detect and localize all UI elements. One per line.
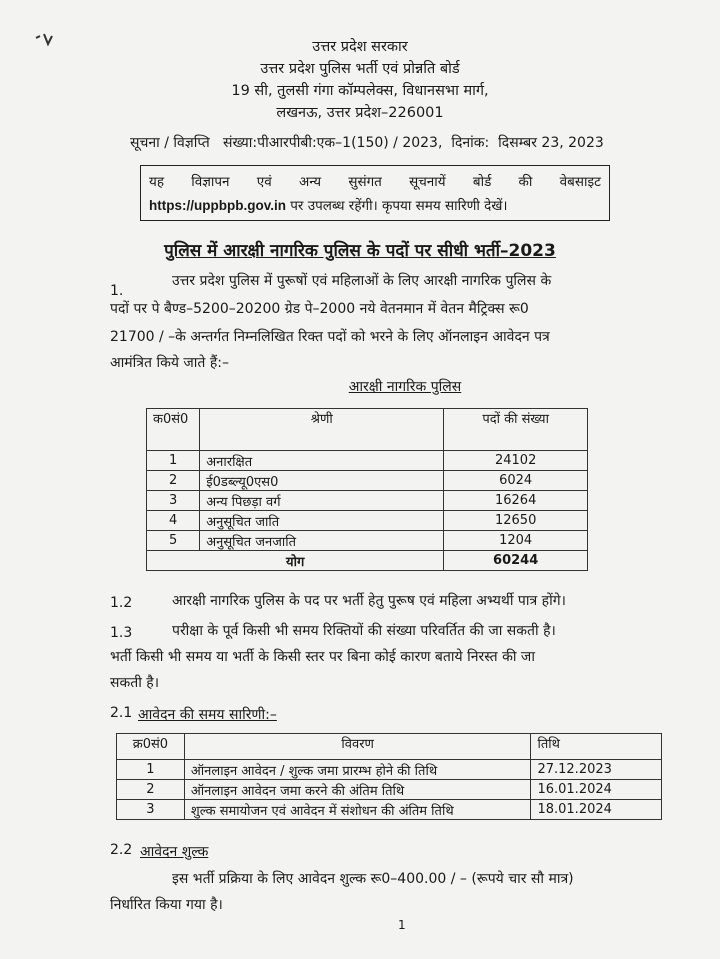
box-word: की	[518, 174, 533, 190]
table-row	[117, 800, 662, 820]
para-1-line-3: 21700 / –के अन्तर्गत निम्नलिखित रिक्त पदों को भरने के लिए ऑनलाइन आवेदन पत्र	[110, 329, 550, 345]
schedule-table-body	[117, 760, 662, 820]
row-serial: 3	[117, 800, 185, 820]
total-label: योग	[147, 551, 444, 571]
schedule-table	[116, 733, 662, 820]
box-word: अन्य	[298, 174, 322, 190]
para-1-line-4: आमंत्रित किये जाते हैं:–	[110, 355, 230, 371]
row-serial: 3	[147, 491, 200, 511]
para-1-num: 1.	[110, 283, 124, 299]
box-word: वेबसाइट	[559, 174, 601, 190]
box-line-2	[149, 194, 601, 218]
website-notice-box	[140, 165, 610, 221]
row-serial: 4	[147, 511, 200, 531]
row-category: अनुसूचित जनजाति	[200, 531, 444, 551]
row-date: 16.01.2024	[531, 780, 662, 800]
notice-date: दिसम्बर 23, 2023	[498, 135, 604, 151]
box-word: बोर्ड	[472, 174, 492, 190]
table-row	[117, 760, 662, 780]
section-2-2-line-2: निर्धारित किया गया है।	[110, 897, 223, 913]
row-serial: 5	[147, 531, 200, 551]
row-category: ई0डब्ल्यू0एस0	[200, 471, 444, 491]
row-category: अन्य पिछड़ा वर्ग	[200, 491, 444, 511]
row-description: ऑनलाइन आवेदन / शुल्क जमा प्रारम्भ होने की तिथि	[184, 760, 531, 780]
table-row	[147, 511, 588, 531]
row-serial: 2	[117, 780, 185, 800]
table-row	[147, 451, 588, 471]
row-date: 18.01.2024	[531, 800, 662, 820]
row-serial: 1	[147, 451, 200, 471]
row-serial: 1	[117, 760, 185, 780]
section-2-2-num: 2.2	[110, 842, 133, 858]
box-line-2-text: पर उपलब्ध रहेंगी। कृपया समय सारिणी देखें।	[290, 198, 508, 214]
table-row	[147, 531, 588, 551]
table-row	[147, 491, 588, 511]
box-word: यह	[149, 174, 164, 190]
page-title: पुलिस में आरक्षी नागरिक पुलिस के पदों पर सीधी भर्ती–2023	[164, 241, 556, 261]
para-1-3-num: 1.3	[110, 625, 133, 641]
para-1-3-line-1: परीक्षा के पूर्व किसी भी समय रिक्तियों की संख्या परिवर्तित की जा सकती है।	[172, 623, 556, 639]
section-2-1-heading: आवेदन की समय सारिणी:–	[138, 707, 277, 723]
section-2-1-num: 2.1	[110, 705, 133, 721]
para-1-3-line-2: भर्ती किसी भी समय या भर्ती के किसी स्तर पर बिना कोई कारण बताये निरस्त की जा	[110, 649, 535, 665]
vacancy-table	[146, 408, 588, 571]
row-category: अनुसूचित जाति	[200, 511, 444, 531]
col-header-date: तिथि	[531, 734, 662, 760]
box-line-1	[149, 170, 601, 194]
table-row	[117, 780, 662, 800]
col-header-sn: क0सं0	[147, 409, 200, 451]
box-word: एवं	[256, 174, 272, 190]
col-header-description: विवरण	[184, 734, 531, 760]
row-description: शुल्क समायोजन एवं आवेदन में संशोधन की अंतिम तिथि	[184, 800, 531, 820]
para-1-2-text: आरक्षी नागरिक पुलिस के पद पर भर्ती हेतु पुरूष एवं महिला अभ्यर्थी पात्र होंगे।	[172, 593, 566, 609]
vacancy-table-body	[147, 451, 588, 551]
table-row	[147, 471, 588, 491]
para-1-3-line-3: सकती है।	[110, 675, 160, 691]
notice-number: संख्या:पीआरपीबी:एक–1(150) / 2023,	[223, 135, 443, 151]
notice-date-label: दिनांक:	[451, 135, 490, 151]
header-line-1: उत्तर प्रदेश सरकार	[312, 39, 408, 55]
header-line-3: 19 सी, तुलसी गंगा कॉम्पलेक्स, विधानसभा मार्ग,	[231, 83, 489, 99]
section-2-2-line-1: इस भर्ती प्रक्रिया के लिए आवेदन शुल्क रू0–400.00 / – (रूपये चार सौ मात्र)	[172, 871, 574, 887]
row-count: 1204	[444, 531, 588, 551]
row-count: 24102	[444, 451, 588, 471]
box-word: सूचनायें	[409, 174, 446, 190]
row-description: ऑनलाइन आवेदन जमा करने की अंतिम तिथि	[184, 780, 531, 800]
row-serial: 2	[147, 471, 200, 491]
header-line-4: लखनऊ, उत्तर प्रदेश–226001	[276, 105, 444, 121]
table-1-caption: आरक्षी नागरिक पुलिस	[348, 379, 462, 395]
total-value: 60244	[444, 551, 588, 571]
row-count: 6024	[444, 471, 588, 491]
col-header-sn-2: क्र0सं0	[117, 734, 185, 760]
col-header-count: पदों की संख्या	[444, 409, 588, 451]
row-count: 16264	[444, 491, 588, 511]
para-1-line-2: पदों पर पे बैण्ड–5200–20200 ग्रेड पे–2000 नये वेतनमान में वेतन मैट्रिक्स रू0	[110, 301, 529, 317]
notice-reference	[130, 133, 604, 152]
row-count: 12650	[444, 511, 588, 531]
box-word: सुसंगत	[348, 174, 382, 190]
page-number: 1	[398, 918, 406, 932]
para-1-line-1: उत्तर प्रदेश पुलिस में पुरूषों एवं महिलाओं के लिए आरक्षी नागरिक पुलिस के	[172, 273, 552, 289]
notice-label: सूचना / विज्ञप्ति	[130, 135, 210, 151]
header-line-2: उत्तर प्रदेश पुलिस भर्ती एवं प्रोन्नति बोर्ड	[260, 61, 460, 77]
row-category: अनारक्षित	[200, 451, 444, 471]
row-date: 27.12.2023	[531, 760, 662, 780]
box-word: विज्ञापन	[191, 174, 230, 190]
para-1-2-num: 1.2	[110, 595, 133, 611]
col-header-category: श्रेणी	[200, 409, 444, 451]
section-2-2-heading: आवेदन शुल्क	[140, 844, 209, 860]
website-link[interactable]: https://uppbpb.gov.in	[149, 198, 286, 213]
